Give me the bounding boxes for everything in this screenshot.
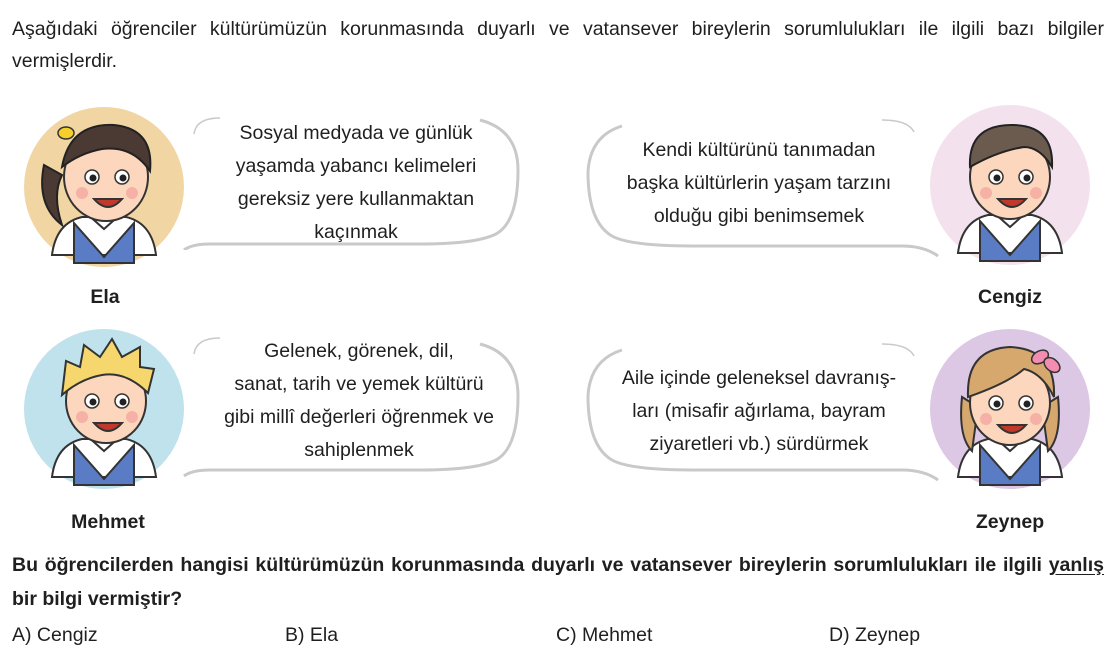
option-b[interactable] — [285, 624, 338, 647]
option-b-text: Ela — [309, 624, 339, 646]
intro-text: Aşağıdaki öğrenciler kültürümüzün korunmasında duyarlı ve vatansever bireylerin sorumlulukları ile ilgili bazı bilgiler vermişlerdir. — [12, 18, 1104, 72]
option-c-letter: C) — [556, 624, 577, 646]
ela-line: yaşamda yabancı kelimeleri — [235, 155, 477, 177]
option-a[interactable] — [12, 624, 98, 647]
zeynep-line: Aile içinde geleneksel davranış- — [621, 367, 897, 389]
question-text — [12, 548, 1104, 616]
question-before: Bu öğrencilerden hangisi kültürümüzün korunmasında duyarlı ve vatansever bireylerin sorumlulukları ile ilgili — [12, 554, 1049, 576]
option-a-letter: A) — [12, 624, 32, 646]
question-after: bir bilgi vermiştir? — [12, 588, 183, 610]
mehmet-bubble-text — [196, 335, 522, 467]
zeynep-line: ları (misafir ağırlama, bayram — [632, 400, 886, 422]
option-d-text: Zeynep — [855, 624, 921, 646]
option-a-text: Cengiz — [36, 624, 98, 646]
option-c[interactable] — [556, 624, 652, 647]
ela-line: gereksiz yere kullanmaktan — [237, 188, 475, 210]
option-d-letter: D) — [829, 624, 850, 646]
option-c-text: Mehmet — [582, 624, 653, 646]
zeynep-name: Zeynep — [975, 511, 1045, 533]
cengiz-bubble-text — [596, 134, 922, 233]
mehmet-name: Mehmet — [71, 511, 145, 533]
cengiz-line: başka kültürlerin yaşam tarzını — [626, 172, 892, 194]
mehmet-line: gibi millî değerleri öğrenmek ve — [224, 406, 494, 428]
option-d[interactable] — [829, 624, 920, 647]
ela-line: kaçınmak — [314, 221, 398, 243]
cengiz-line: olduğu gibi benimsemek — [653, 205, 865, 227]
option-b-letter: B) — [285, 624, 305, 646]
ela-line: Sosyal medyada ve günlük — [239, 122, 473, 144]
cengiz-avatar-icon — [928, 103, 1092, 267]
zeynep-line: ziyaretleri vb.) sürdürmek — [649, 433, 869, 455]
mehmet-line: Gelenek, görenek, dil, — [264, 340, 454, 362]
question-underlined: yanlış — [1048, 554, 1104, 576]
mehmet-line: sahiplenmek — [304, 439, 414, 461]
zeynep-bubble-text — [596, 362, 922, 461]
ela-avatar-icon — [22, 105, 186, 269]
ela-bubble-text — [196, 117, 516, 249]
zeynep-avatar-icon — [928, 327, 1092, 491]
cengiz-line: Kendi kültürünü tanımadan — [642, 139, 876, 161]
mehmet-avatar-icon — [22, 327, 186, 491]
cengiz-name: Cengiz — [978, 286, 1042, 308]
mehmet-line: sanat, tarih ve yemek kültürü — [234, 373, 484, 395]
ela-name: Ela — [90, 286, 120, 308]
